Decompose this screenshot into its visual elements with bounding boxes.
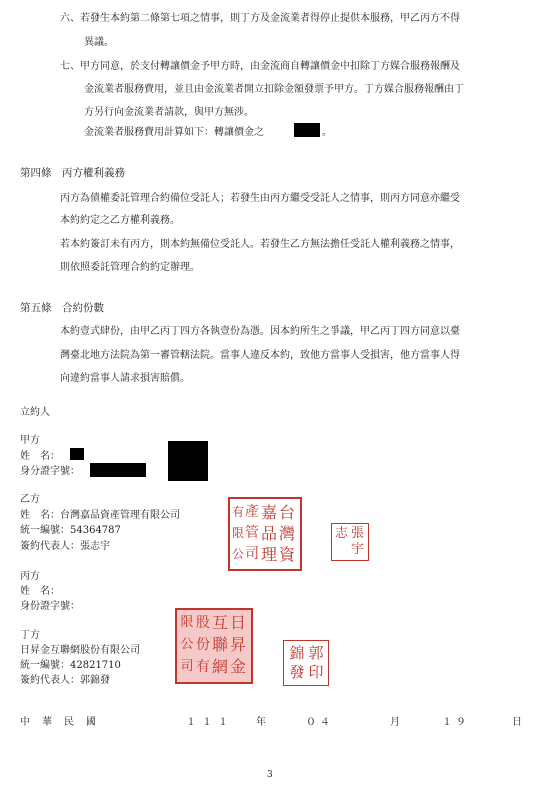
article-4-p2-line-2: 則依照委託管理合約約定辦理。 <box>60 262 200 273</box>
party-a-id-label: 身分證字號： <box>20 466 80 477</box>
date-era-2: 華 <box>42 717 52 728</box>
clause-7-line-3: 方另行向金流業者請款，與甲方無涉。 <box>84 107 254 118</box>
article-5-line-3: 向違約當事人請求損害賠償。 <box>60 373 190 384</box>
party-b-tax-id: 統一編號：54364787 <box>20 525 121 536</box>
date-day: １９ <box>442 717 470 728</box>
party-d-representative: 簽約代表人：郭錦發 <box>20 675 110 686</box>
company-d-seal: 日 昇 金 互 聯 網 股 份 有 限 公 司 <box>175 608 253 684</box>
company-b-seal: 台 灣 資 嘉 品 理 產 管 司 有 限 公 <box>228 497 302 571</box>
date-month: ０４ <box>306 717 334 728</box>
signatories-heading: 立約人 <box>20 407 50 418</box>
rep-d-seal: 郭 印 錦 發 <box>283 640 329 686</box>
party-d-label: 丁方 <box>20 630 40 641</box>
party-d-tax-id: 統一編號：42821710 <box>20 660 121 671</box>
article-4-p1-line-2: 本約約定之乙方權利義務。 <box>60 215 180 226</box>
clause-7-line-4: 金流業者服務費用計算如下：轉讓價金之 <box>84 127 264 138</box>
party-d-company: 日昇金互聯網股份有限公司 <box>20 645 140 656</box>
article-5-line-1: 本約壹式肆份，由甲乙丙丁四方各執壹份為憑。因本約所生之爭議，甲乙丙丁四方同意以臺 <box>60 326 460 337</box>
article-4-title: 第四條 丙方權利義務 <box>20 167 125 179</box>
party-a-label: 甲方 <box>20 435 40 446</box>
date-year-unit: 年 <box>256 717 266 728</box>
clause-7-line-2: 金流業者服務費用，並且由金流業者開立扣除金額發票予甲方。丁方媒合服務報酬由丁 <box>84 84 464 95</box>
date-era-4: 國 <box>86 717 96 728</box>
party-c-name-label: 姓 名： <box>20 586 60 597</box>
clause-7-line-1: 七、甲方同意，於支付轉讓價金予甲方時，由金流商自轉讓價金中扣除丁方媒合服務報酬及 <box>60 61 460 72</box>
party-b-label: 乙方 <box>20 494 40 505</box>
article-4-p1-line-1: 丙方為債權委託管理合約備位受託人；若發生由丙方繼受受託人之情事，則丙方同意亦繼受 <box>60 193 460 204</box>
article-5-line-2: 灣臺北地方法院為第一審管轄法院。當事人違反本約，致他方當事人受損害，他方當事人得 <box>60 350 460 361</box>
party-c-id-label: 身份證字號： <box>20 601 80 612</box>
clause-6-line-2: 異議。 <box>84 37 114 48</box>
article-4-p2-line-1: 若本約簽訂未有丙方，則本約無備位受託人。若發生乙方無法擔任受託人權利義務之情事， <box>60 239 460 250</box>
date-era-1: 中 <box>20 717 30 728</box>
date-year: １１１ <box>186 717 234 728</box>
clause-6-line-1: 六、若發生本約第二條第七項之情事，則丁方及金流業者得停止提供本服務，甲乙丙方不得 <box>60 13 460 24</box>
page-number: 3 <box>267 770 273 780</box>
article-5-title: 第五條 合約份數 <box>20 302 104 314</box>
signing-date <box>0 713 549 727</box>
date-era-3: 民 <box>64 717 74 728</box>
redaction-party-a-name <box>70 448 84 460</box>
clause-7-line-4-end: 。 <box>322 127 332 138</box>
redaction-party-a-id <box>90 463 146 477</box>
date-month-unit: 月 <box>390 717 400 728</box>
party-b-representative: 簽約代表人：張志宇 <box>20 541 110 552</box>
party-b-name: 姓 名：台灣嘉品資產管理有限公司 <box>20 510 180 521</box>
party-a-name-label: 姓 名： <box>20 451 60 462</box>
redaction-fee-rate <box>294 123 320 137</box>
date-day-unit: 日 <box>512 717 522 728</box>
party-c-label: 丙方 <box>20 571 40 582</box>
redaction-party-a-seal <box>168 441 208 481</box>
rep-b-seal: 張 宇 志 <box>331 523 369 561</box>
